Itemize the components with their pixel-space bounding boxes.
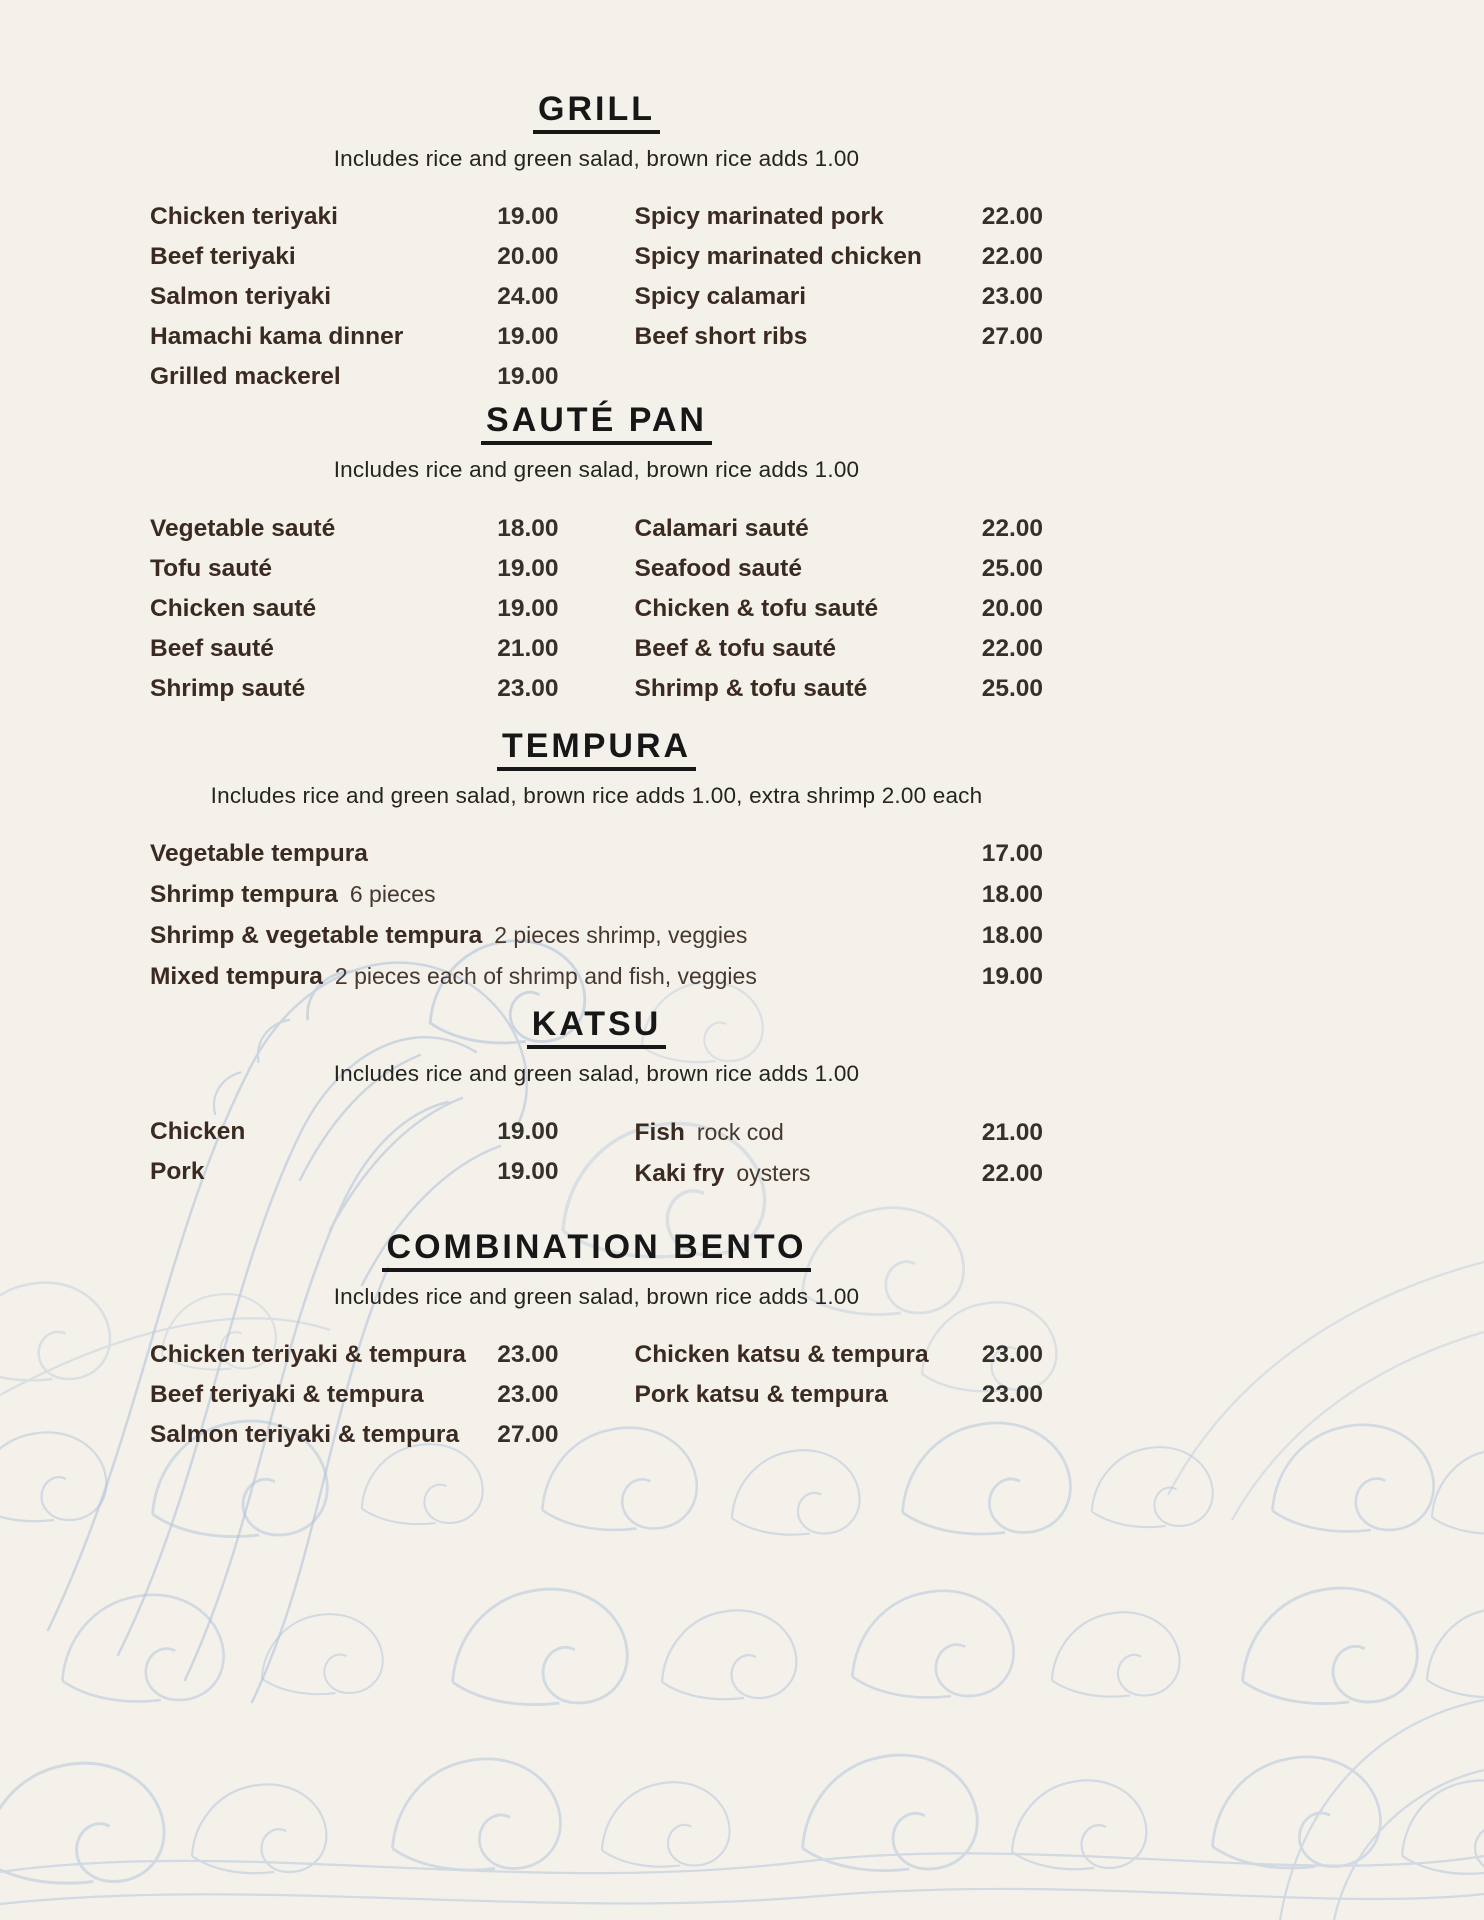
section-title-wrap bbox=[150, 1230, 1043, 1272]
item-name: Beef sauté bbox=[150, 634, 274, 662]
menu-item bbox=[150, 283, 559, 311]
item-price: 19.00 bbox=[981, 962, 1043, 990]
item-name-group bbox=[635, 1159, 811, 1188]
menu-item bbox=[635, 1118, 1044, 1147]
item-name-group bbox=[150, 203, 338, 231]
menu-item bbox=[635, 635, 1044, 663]
item-name: Chicken teriyaki bbox=[150, 203, 338, 231]
item-name: Grilled mackerel bbox=[150, 363, 341, 391]
menu-item bbox=[150, 1421, 559, 1449]
section-column-right bbox=[635, 1118, 1044, 1200]
section-columns bbox=[150, 1341, 1043, 1461]
item-price: 18.00 bbox=[981, 880, 1043, 908]
item-name: Shrimp & vegetable tempura bbox=[150, 921, 483, 949]
item-name-group bbox=[635, 203, 884, 231]
item-name: Shrimp sauté bbox=[150, 674, 306, 702]
item-name-group bbox=[635, 635, 836, 663]
menu-item bbox=[635, 1381, 1044, 1409]
item-price: 20.00 bbox=[497, 243, 559, 271]
menu-item bbox=[150, 243, 559, 271]
menu-section-combination-bento bbox=[150, 1230, 1043, 1461]
item-name-group bbox=[150, 1381, 424, 1409]
item-name: Beef short ribs bbox=[634, 323, 808, 351]
item-name-group bbox=[635, 595, 879, 623]
item-name-group bbox=[150, 1421, 459, 1449]
menu-item bbox=[150, 1381, 559, 1409]
menu-item bbox=[635, 675, 1044, 703]
menu-section-grill bbox=[150, 92, 1043, 403]
menu-item bbox=[635, 515, 1044, 543]
item-name-group bbox=[635, 283, 807, 311]
section-columns bbox=[150, 515, 1043, 715]
section-items bbox=[150, 840, 1043, 991]
section-title-wrap bbox=[150, 1004, 1043, 1049]
menu-section-tempura bbox=[150, 726, 1043, 991]
item-name: Hamachi kama dinner bbox=[150, 323, 404, 351]
section-column-left bbox=[150, 515, 559, 715]
item-name: Chicken katsu & tempura bbox=[634, 1341, 929, 1369]
menu-item bbox=[150, 1118, 559, 1146]
item-name-group bbox=[635, 675, 868, 703]
item-name-group bbox=[635, 323, 808, 351]
menu-item bbox=[150, 840, 1043, 868]
item-price: 17.00 bbox=[981, 839, 1043, 867]
section-title-katsu: KATSU bbox=[527, 1007, 667, 1049]
item-name-group bbox=[150, 515, 335, 543]
item-name: Beef & tofu sauté bbox=[634, 634, 836, 662]
item-price: 27.00 bbox=[497, 1421, 559, 1449]
item-price: 19.00 bbox=[497, 1118, 559, 1145]
item-price: 23.00 bbox=[981, 1381, 1043, 1409]
item-name: Kaki fry bbox=[634, 1160, 725, 1187]
menu-item bbox=[635, 555, 1044, 583]
item-price: 25.00 bbox=[981, 554, 1043, 582]
menu-item bbox=[150, 635, 559, 663]
item-name: Vegetable tempura bbox=[150, 839, 368, 867]
item-name: Calamari sauté bbox=[634, 514, 809, 542]
item-description: 2 pieces each of shrimp and fish, veggies bbox=[334, 962, 757, 989]
menu-sections bbox=[150, 92, 1043, 1461]
menu-item bbox=[635, 283, 1044, 311]
item-description: 6 pieces bbox=[349, 880, 436, 907]
item-price: 23.00 bbox=[981, 1341, 1043, 1369]
menu-section-katsu bbox=[150, 1004, 1043, 1200]
item-name-group bbox=[635, 515, 809, 543]
item-name: Chicken bbox=[150, 1118, 246, 1145]
item-name: Pork bbox=[150, 1158, 205, 1185]
item-name-group bbox=[150, 921, 747, 950]
menu-item bbox=[635, 323, 1044, 351]
item-name: Pork katsu & tempura bbox=[634, 1381, 888, 1409]
menu-item bbox=[635, 1159, 1044, 1188]
item-name: Vegetable sauté bbox=[150, 514, 336, 542]
section-column-left bbox=[150, 203, 559, 403]
section-title-combination-bento: COMBINATION BENTO bbox=[382, 1230, 812, 1272]
menu-item bbox=[150, 323, 559, 351]
item-name-group bbox=[150, 1341, 466, 1369]
item-price: 19.00 bbox=[497, 554, 559, 582]
item-description: rock cod bbox=[696, 1119, 784, 1145]
section-subtitle-tempura: Includes rice and green salad, brown rice adds 1.00, extra shrimp 2.00 each bbox=[210, 782, 983, 808]
section-title-grill: GRILL bbox=[533, 92, 660, 134]
menu-item bbox=[150, 1158, 559, 1186]
item-name-group bbox=[150, 675, 305, 703]
item-price: 23.00 bbox=[497, 1381, 559, 1409]
menu-item bbox=[150, 595, 559, 623]
item-price: 22.00 bbox=[981, 243, 1043, 271]
item-name: Chicken teriyaki & tempura bbox=[150, 1341, 466, 1369]
item-name-group bbox=[150, 323, 403, 351]
section-column-right bbox=[635, 203, 1044, 403]
item-name-group bbox=[150, 840, 368, 868]
item-name-group bbox=[150, 1158, 204, 1186]
section-title-wrap bbox=[150, 403, 1043, 445]
item-name: Fish bbox=[634, 1119, 685, 1146]
item-description: 2 pieces shrimp, veggies bbox=[494, 921, 748, 948]
item-name-group bbox=[635, 555, 802, 583]
item-price: 22.00 bbox=[981, 634, 1043, 662]
item-price: 24.00 bbox=[497, 283, 559, 311]
item-name-group bbox=[150, 880, 436, 909]
menu-item bbox=[635, 595, 1044, 623]
item-price: 20.00 bbox=[981, 594, 1043, 622]
menu-item bbox=[635, 203, 1044, 231]
menu-item bbox=[150, 515, 559, 543]
item-price: 25.00 bbox=[981, 674, 1043, 702]
item-price: 22.00 bbox=[981, 1160, 1043, 1187]
item-price: 19.00 bbox=[497, 203, 559, 231]
item-name-group bbox=[150, 1118, 245, 1146]
section-columns bbox=[150, 203, 1043, 403]
menu-item bbox=[150, 962, 1043, 991]
item-name-group bbox=[635, 1118, 784, 1147]
item-name: Seafood sauté bbox=[634, 554, 802, 582]
item-price: 18.00 bbox=[981, 921, 1043, 949]
menu-item bbox=[150, 363, 559, 391]
section-title-saute-pan: SAUTÉ PAN bbox=[481, 403, 712, 445]
item-name: Beef teriyaki & tempura bbox=[150, 1381, 424, 1409]
item-name: Spicy marinated chicken bbox=[634, 243, 922, 271]
section-column-left bbox=[150, 1118, 559, 1200]
item-price: 19.00 bbox=[497, 363, 559, 391]
item-name-group bbox=[150, 555, 272, 583]
menu-item bbox=[635, 1341, 1044, 1369]
section-subtitle-combination-bento: Includes rice and green salad, brown rice adds 1.00 bbox=[333, 1284, 860, 1309]
item-name: Salmon teriyaki bbox=[150, 283, 332, 311]
menu-item bbox=[150, 675, 559, 703]
menu-item bbox=[150, 1341, 559, 1369]
item-name: Spicy marinated pork bbox=[634, 203, 884, 231]
item-name-group bbox=[150, 363, 341, 391]
item-name: Beef teriyaki bbox=[150, 243, 296, 271]
menu-item bbox=[150, 555, 559, 583]
section-columns bbox=[150, 1118, 1043, 1200]
section-title-tempura: TEMPURA bbox=[497, 729, 696, 771]
section-subtitle-grill: Includes rice and green salad, brown rice adds 1.00 bbox=[333, 146, 860, 171]
item-name: Chicken & tofu sauté bbox=[634, 594, 879, 622]
item-price: 22.00 bbox=[981, 203, 1043, 231]
item-name: Tofu sauté bbox=[150, 554, 273, 582]
item-name: Spicy calamari bbox=[634, 283, 807, 311]
item-name-group bbox=[635, 243, 922, 271]
menu-item bbox=[150, 880, 1043, 909]
menu-content bbox=[150, 92, 1043, 1461]
menu-item bbox=[150, 203, 559, 231]
item-price: 22.00 bbox=[981, 514, 1043, 542]
item-price: 23.00 bbox=[981, 283, 1043, 311]
item-name-group bbox=[150, 283, 331, 311]
item-price: 19.00 bbox=[497, 1158, 559, 1185]
menu-item bbox=[635, 243, 1044, 271]
item-name-group bbox=[635, 1381, 888, 1409]
item-name: Salmon teriyaki & tempura bbox=[150, 1421, 460, 1449]
menu-section-saute-pan bbox=[150, 403, 1043, 714]
section-subtitle-katsu: Includes rice and green salad, brown rice adds 1.00 bbox=[333, 1060, 860, 1086]
item-name-group bbox=[150, 595, 316, 623]
item-name-group bbox=[150, 243, 296, 271]
item-description: oysters bbox=[736, 1160, 811, 1186]
section-column-left bbox=[150, 1341, 559, 1461]
section-title-wrap bbox=[150, 92, 1043, 134]
item-name-group bbox=[635, 1341, 929, 1369]
item-name: Shrimp & tofu sauté bbox=[634, 674, 868, 702]
item-price: 18.00 bbox=[497, 514, 559, 542]
section-subtitle-saute-pan: Includes rice and green salad, brown rice adds 1.00 bbox=[333, 457, 860, 483]
item-name-group bbox=[150, 962, 757, 991]
item-price: 21.00 bbox=[497, 634, 559, 662]
menu-item bbox=[150, 921, 1043, 950]
section-column-right bbox=[635, 515, 1044, 715]
item-price: 21.00 bbox=[981, 1119, 1043, 1146]
section-column-right bbox=[635, 1341, 1044, 1461]
item-name: Chicken sauté bbox=[150, 594, 317, 622]
item-name: Mixed tempura bbox=[150, 962, 323, 990]
item-price: 23.00 bbox=[497, 674, 559, 702]
section-title-wrap bbox=[150, 726, 1043, 771]
item-price: 19.00 bbox=[497, 323, 559, 351]
item-name: Shrimp tempura bbox=[150, 880, 338, 908]
item-price: 23.00 bbox=[497, 1341, 559, 1369]
item-price: 19.00 bbox=[497, 594, 559, 622]
item-name-group bbox=[150, 635, 274, 663]
item-price: 27.00 bbox=[981, 323, 1043, 351]
